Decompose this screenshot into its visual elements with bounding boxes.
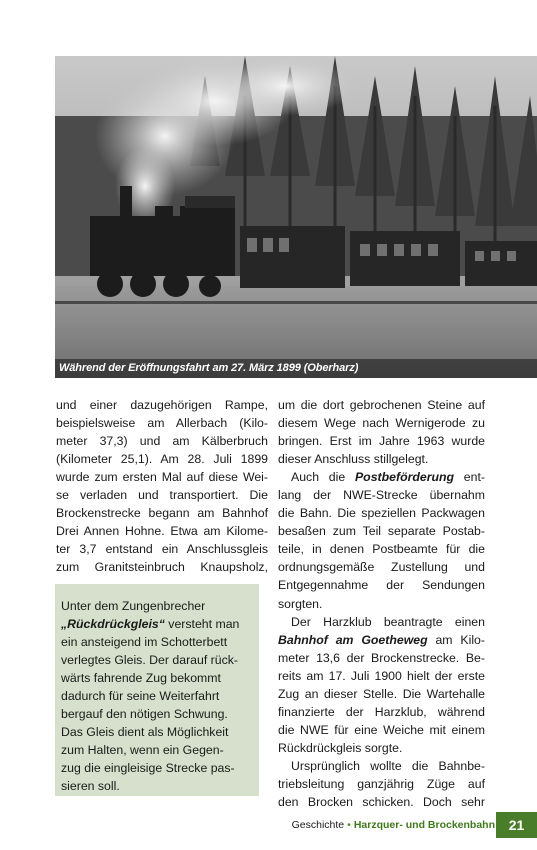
text-line: lang der NWE-Strecke übernahm — [278, 488, 485, 503]
info-box-line: ein ansteigend im Schotterbett — [61, 635, 228, 650]
paragraph-text: am Kilo- — [427, 632, 485, 647]
term-bahnhof-goetheweg: Bahnhof am Goetheweg — [278, 632, 428, 647]
bullet-icon: • — [347, 819, 351, 831]
text-line: Entgegennahme der Sendungen — [278, 578, 485, 593]
text-line: zum Granitsteinbruch Knaupsholz, — [56, 560, 268, 575]
text-line: triebsleitung ganzjährig Züge auf — [278, 776, 485, 791]
info-box-line — [61, 615, 253, 633]
info-box-text: versteht man — [164, 617, 240, 632]
info-box-line: sieren soll. — [61, 779, 120, 794]
text-line: meter 13,6 der Brockenstrecke. Be- — [278, 650, 485, 665]
text-line: die NWE für eine Weiche mit einem — [278, 722, 485, 737]
info-box-line: Das Gleis dient als Möglichkeit — [61, 725, 229, 740]
text-line: sorgten. — [278, 596, 323, 611]
text-line: wurde zum ersten Mal auf diese Wei- — [56, 470, 268, 485]
photo-caption: Während der Eröffnungsfahrt am 27. März 1899 (Oberharz) — [55, 359, 537, 378]
info-box-line: dadurch für seine Weiterfahrt — [61, 689, 220, 704]
text-line: Brockenstrecke begann am Bahnhof — [56, 506, 268, 521]
text-line: Ursprünglich wollte die Bahnbe- — [291, 758, 485, 773]
train-photo-illustration — [55, 56, 537, 378]
right-text-column — [278, 396, 485, 811]
page-footer — [292, 818, 495, 832]
paragraph-text: ent- — [454, 470, 486, 485]
paragraph-start: Auch die — [291, 470, 355, 485]
info-box-line: Unter dem Zungenbrecher — [61, 599, 206, 613]
text-line: den Brocken schicken. Doch sehr — [278, 795, 485, 810]
text-line: dieser Anschluss stillgelegt. — [278, 452, 429, 467]
term-postbefoerderung: Postbeförderung — [354, 470, 455, 485]
info-box-term: „Rückdrückgleis“ — [61, 617, 165, 632]
text-line: reits am 17. Juli 1900 hielt der erste — [278, 668, 485, 683]
page-number: 21 — [496, 812, 537, 838]
text-line: (Kilometer 25,1). Am 28. Juli 1899 — [56, 452, 268, 467]
text-line: bringen. Erst im Jahre 1963 wurde — [278, 434, 485, 449]
text-line: meter 37,3) und am Kälberbruch — [56, 434, 268, 449]
footer-section: Geschichte — [291, 819, 345, 831]
info-box — [55, 584, 259, 796]
info-box-line: zug die eingleisige Strecke pas- — [61, 761, 235, 776]
historic-train-photo — [55, 56, 537, 378]
text-line: ordnungsgemäße Zustellung und — [278, 560, 485, 575]
text-line: beispielsweise am Allerbach (Kilo- — [56, 416, 268, 431]
text-line: um die dort gebrochenen Steine auf — [278, 398, 485, 412]
text-line: se verladen und transportiert. Die — [56, 488, 268, 503]
text-line: und einer dazugehörigen Rampe, — [56, 398, 268, 412]
info-box-line: bergauf den nötigen Schwung. — [61, 707, 228, 722]
text-line: teile, in denen Postbeamte für die — [278, 542, 485, 557]
text-line: Der Harzklub beantragte einen — [291, 614, 485, 629]
left-text-column — [56, 396, 268, 576]
text-line: finanzierte der Harzklub, während — [278, 704, 485, 719]
text-line: diesem Wege nach Wernigerode zu — [278, 416, 485, 431]
info-box-line: zum Halten, wenn ein Gegen- — [61, 743, 224, 758]
footer-chapter: Harzquer- und Brockenbahn — [353, 819, 495, 831]
text-line: Zug an dieser Stelle. Die Wartehalle — [278, 686, 485, 701]
text-line: besaßen zum Teil separate Postab- — [278, 524, 485, 539]
text-line: Drei Annen Hohne. Etwa am Kilome- — [56, 524, 268, 539]
info-box-line: wärts fahrende Zug bekommt — [61, 671, 221, 686]
text-line — [278, 468, 485, 486]
text-line — [278, 631, 485, 649]
text-line: ter 3,7 entstand ein Anschlussgleis — [56, 542, 268, 557]
info-box-line: verlegtes Gleis. Der darauf rück- — [61, 653, 239, 668]
text-line: Rückdrückgleis sorgte. — [278, 740, 403, 755]
text-line: die Bahn. Die speziellen Packwagen — [278, 506, 485, 521]
